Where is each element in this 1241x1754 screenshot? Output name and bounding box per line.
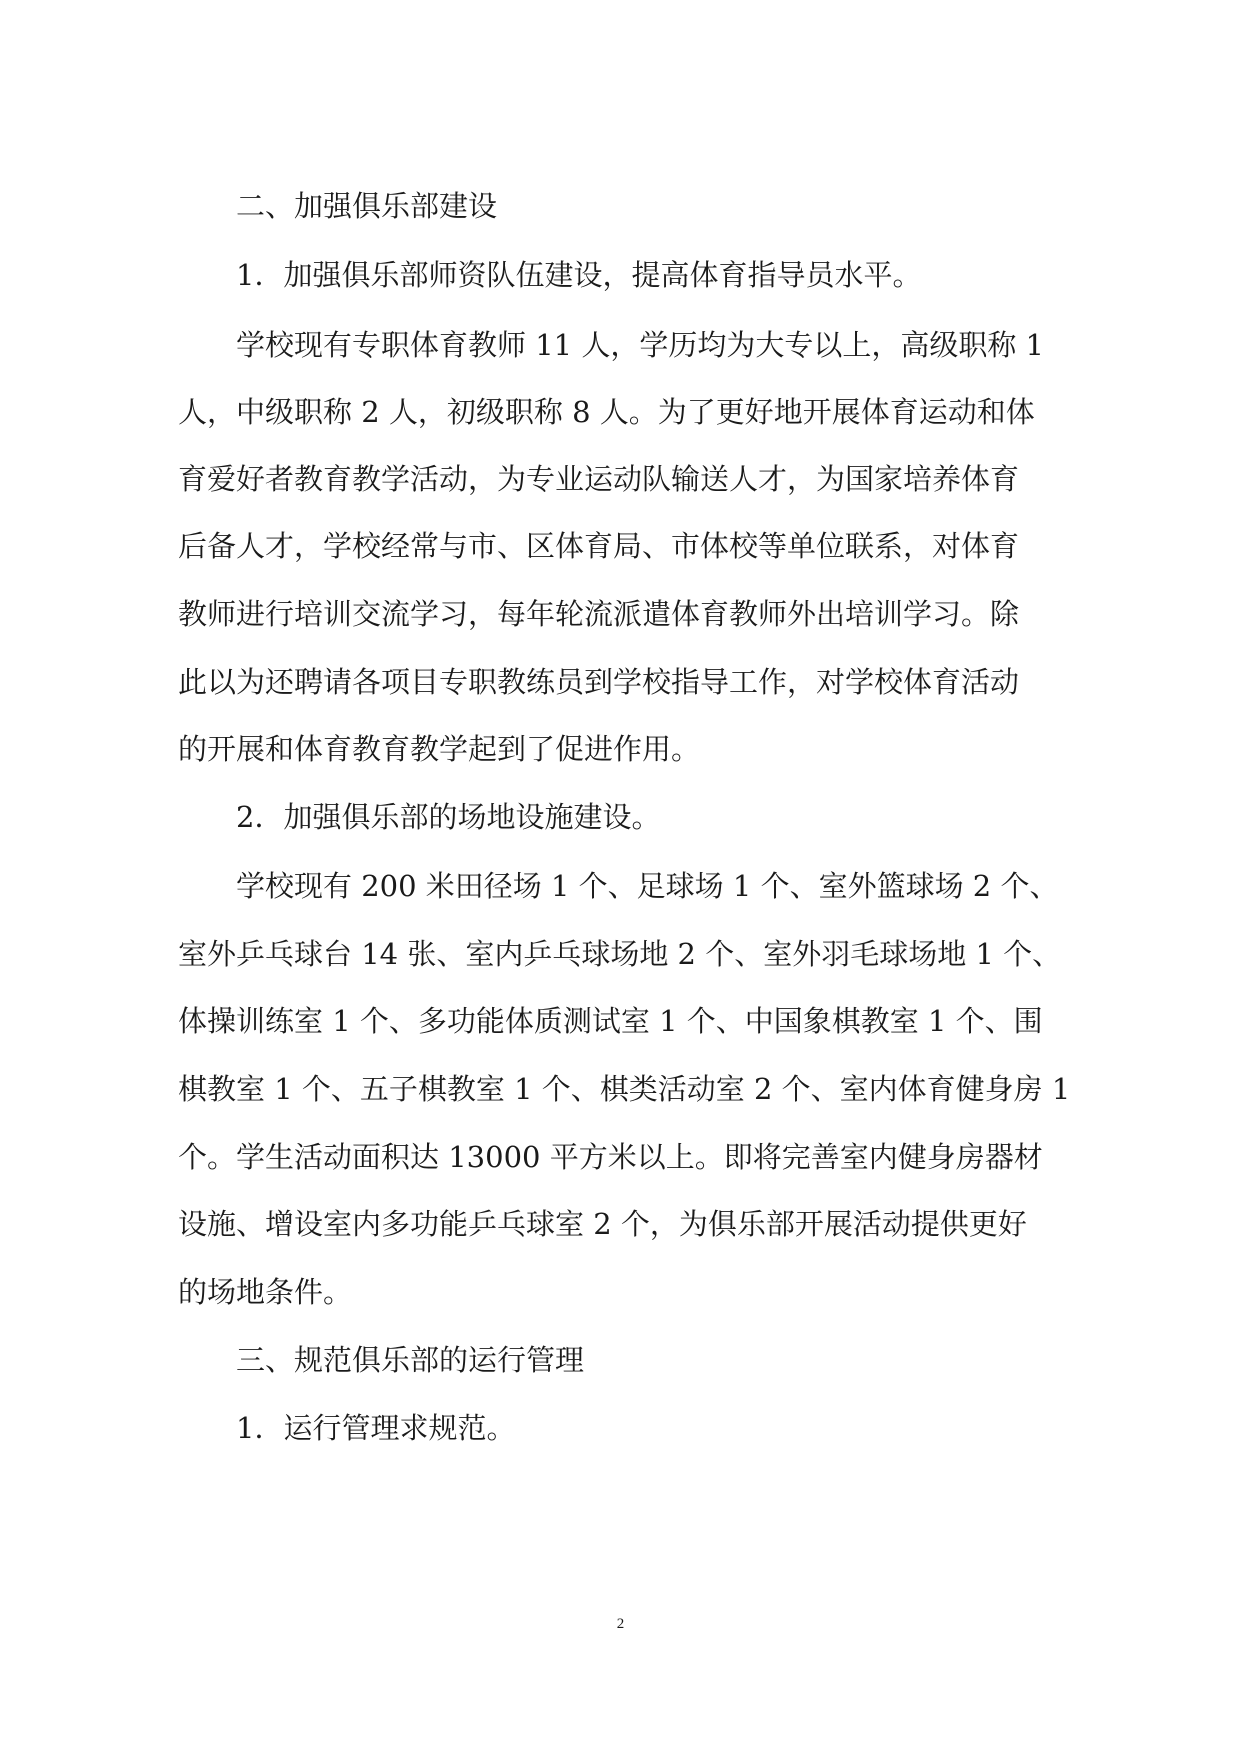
paragraph-line: 的开展和体育教育教学起到了促进作用。 xyxy=(178,732,701,766)
paragraph-line: 教师进行培训交流学习，每年轮流派遣体育教师外出培训学习。除 xyxy=(178,597,1020,631)
paragraph-line: 学校现有专职体育教师 11 人，学历均为大专以上，高级职称 1 xyxy=(178,328,1045,362)
paragraph-line: 此以为还聘请各项目专职教练员到学校指导工作，对学校体育活动 xyxy=(178,665,1020,699)
section-heading-2: 二、加强俱乐部建设 xyxy=(178,189,498,223)
section-heading-3: 三、规范俱乐部的运行管理 xyxy=(178,1343,585,1377)
paragraph-line: 后备人才，学校经常与市、区体育局、市体校等单位联系，对体育 xyxy=(178,529,1020,563)
paragraph-line: 棋教室 1 个、五子棋教室 1 个、棋类活动室 2 个、室内体育健身房 1 xyxy=(178,1072,1071,1106)
paragraph-line: 的场地条件。 xyxy=(178,1275,353,1309)
subheading-2-1: 1．加强俱乐部师资队伍建设，提高体育指导员水平。 xyxy=(178,258,922,292)
paragraph-line: 室外乒乓球台 14 张、室内乒乓球场地 2 个、室外羽毛球场地 1 个、 xyxy=(178,937,1062,971)
page-number: 2 xyxy=(616,1616,625,1632)
subheading-3-1: 1．运行管理求规范。 xyxy=(178,1411,516,1445)
subheading-2-2: 2．加强俱乐部的场地设施建设。 xyxy=(178,800,661,834)
paragraph-line: 体操训练室 1 个、多功能体质测试室 1 个、中国象棋教室 1 个、围 xyxy=(178,1004,1043,1038)
paragraph-line: 人，中级职称 2 人，初级职称 8 人。为了更好地开展体育运动和体 xyxy=(178,395,1035,429)
paragraph-line: 学校现有 200 米田径场 1 个、足球场 1 个、室外篮球场 2 个、 xyxy=(178,869,1059,903)
paragraph-line: 个。学生活动面积达 13000 平方米以上。即将完善室内健身房器材 xyxy=(178,1140,1043,1174)
paragraph-line: 设施、增设室内多功能乒乓球室 2 个，为俱乐部开展活动提供更好 xyxy=(178,1207,1027,1241)
paragraph-line: 育爱好者教育教学活动，为专业运动队输送人才，为国家培养体育 xyxy=(178,462,1020,496)
